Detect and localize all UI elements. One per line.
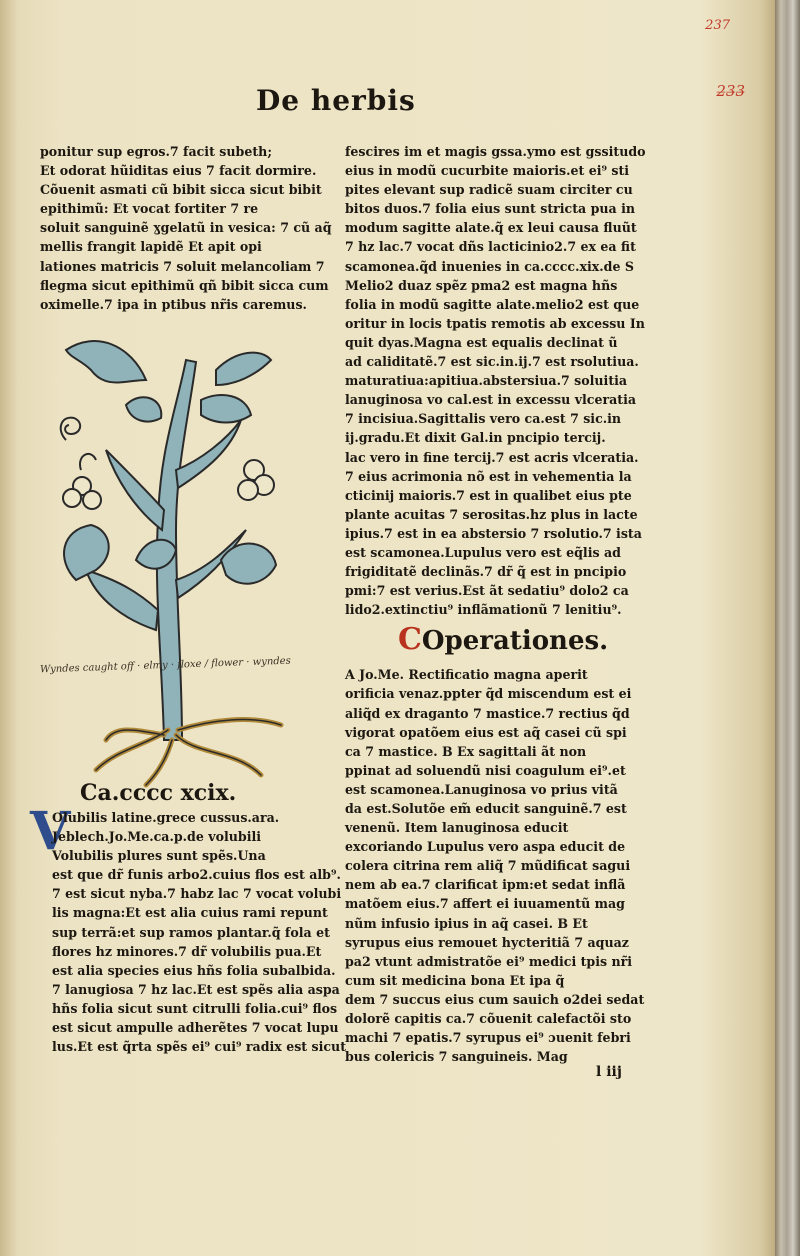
book-fore-edge <box>775 0 800 1256</box>
section-heading <box>398 622 608 657</box>
text-line: ipius.7 est in ea abstersio 7 rsolutio.7 ista <box>345 525 642 541</box>
decorated-initial-v: V <box>30 801 71 862</box>
text-line: Cõuenit asmati cũ bibit sicca sicut bibit <box>40 182 322 198</box>
text-line: Melio2 duaz spẽz pma2 est magna hñs <box>345 277 618 293</box>
text-line: excoriando Lupulus vero aspa educit de <box>345 839 626 855</box>
text-line: modum sagitte alate.q̃ ex leui causa fluũt <box>345 220 637 236</box>
text-line: vigorat opatõem eius est aq̃ casei cũ spi <box>345 724 627 740</box>
chapter-heading-text: Ca.cccc xcix. <box>80 780 237 806</box>
chapter-heading <box>80 780 236 806</box>
text-line: lac vero in fine tercij.7 est acris vlceratia. <box>345 449 639 465</box>
text-line: est scamonea.Lanuginosa vo prius vitã <box>345 781 618 797</box>
text-line: flegma sicut epithimũ qñ bibit sicca cum <box>40 277 329 293</box>
text-line: plante acuitas 7 serositas.hz plus in lacte <box>345 506 638 522</box>
text-line: venenũ. Item lanuginosa educit <box>345 820 569 836</box>
text-line: 7 lanugiosa 7 hz lac.Et est spẽs alia aspa <box>52 981 340 997</box>
text-line: bus colericis 7 sanguineis. Mag <box>345 1049 568 1065</box>
text-line: ponitur sup egros.7 facit subeth; <box>40 144 272 159</box>
text-line: orificia venaz.ppter q̃d miscendum est ei <box>345 686 632 702</box>
text-line: maturatiua:apitiua.abstersiua.7 soluitia <box>345 373 628 389</box>
text-line: nũm infusio ipius in aq̃ casei. B Et <box>345 915 588 931</box>
folio-correction: 2̶3̶3̶ <box>716 82 745 100</box>
text-line: 7 est sicut nyba.7 habz lac 7 vocat volubi <box>52 886 342 902</box>
text-line: sup terrã:et sup ramos plantar.q̃ fola et <box>52 924 330 940</box>
text-line: Olubilis latine.grece cussus.ara. <box>52 810 280 825</box>
signature-mark: l iij <box>596 1064 622 1080</box>
text-line: flores hz minores.7 dr̃ volubilis pua.Et <box>52 943 322 959</box>
text-line: ca 7 mastice. B Ex sagittali ãt non <box>345 743 587 759</box>
text-line: est sicut ampulle adherẽtes 7 vocat lupu <box>52 1020 339 1036</box>
text-line: 7 incisiua.Sagittalis vero ca.est 7 sic.in <box>345 411 622 427</box>
folio-number: 237 <box>705 18 730 33</box>
text-line: folia in modũ sagitte alate.melio2 est que <box>345 296 640 312</box>
text-line: colera citrina rem aliq̃ 7 mũdificat sagui <box>345 858 631 874</box>
text-line: machi 7 epatis.7 syrupus ei⁹ ɔuenit febri <box>345 1030 631 1046</box>
section-heading-text: Operationes. <box>421 626 609 656</box>
text-line: matõem eius.7 affert ei iuuamentũ mag <box>345 896 625 912</box>
text-line: dem 7 succus eius cum sauich o2dei sedat <box>345 991 645 1007</box>
text-line: bitos duos.7 folia eius sunt stricta pua in <box>345 201 636 217</box>
running-head: De herbis <box>256 84 416 117</box>
text-line: da est.Solutõe em̃ educit sanguinẽ.7 est <box>345 801 627 816</box>
text-line: est alia species eius hñs folia subalbida. <box>52 962 336 978</box>
text-line: hñs folia sicut sunt citrulli folia.cui⁹ flos <box>52 1000 338 1016</box>
text-line: mellis frangit lapidẽ Et apit opi <box>40 239 262 255</box>
left-column-bottom-text <box>52 808 347 1056</box>
text-line: 7 hz lac.7 vocat dñs lacticinio2.7 ex ea fit <box>345 239 636 255</box>
text-line: Volubilis plures sunt spẽs.Una <box>52 848 266 864</box>
text-line: est scamonea.Lupulus vero est eq̃lis ad <box>345 544 621 560</box>
text-line: A Jo.Me. Rectificatio magna aperit <box>345 667 588 683</box>
text-line: epithimũ: Et vocat fortiter 7 re <box>40 201 259 217</box>
text-line: eius in modũ cucurbite maioris.et ei⁹ sti <box>345 163 630 179</box>
text-line: pmi:7 est verius.Est ãt sedatiu⁹ dolo2 ca <box>345 583 629 599</box>
text-line: lationes matricis 7 soluit melancoliam 7 <box>40 258 325 274</box>
text-line: ad caliditatẽ.7 est sic.in.ij.7 est rsolutiua. <box>345 354 639 370</box>
text-line: Et odorat hũiditas eius 7 facit dormire. <box>40 163 317 179</box>
text-line: quit dyas.Magna est equalis declinat ũ <box>345 334 618 350</box>
text-line: lido2.extinctiu⁹ inflãmationũ 7 lenitiu⁹. <box>345 602 622 618</box>
text-line: soluit sanguinẽ ɣgelatũ in vesica: 7 cũ aq̃ <box>40 220 332 236</box>
text-line: aliq̃d ex draganto 7 mastice.7 rectius q̃d <box>345 705 630 721</box>
text-line: pa2 vtunt admistratõe ei⁹ medici tpis nr̃i <box>345 953 633 969</box>
text-line: pites elevant sup radicẽ suam circiter cu <box>345 182 633 198</box>
text-line: ij.gradu.Et dixit Gal.in pncipio tercij. <box>345 430 606 446</box>
right-column-text <box>345 142 645 1066</box>
text-line: 7 eius acrimonia nõ est in vehementia la <box>345 468 632 484</box>
text-line: scamonea.q̃d inuenies in ca.cccc.xix.de S <box>345 258 634 274</box>
text-line: lis magna:Et est alia cuius rami repunt <box>52 905 328 921</box>
rubric-mark: C <box>398 622 422 657</box>
text-line: ppinat ad soluendũ nisi coagulum ei⁹.et <box>345 762 626 778</box>
text-line: lanuginosa vo cal.est in excessu vlceratia <box>345 392 637 408</box>
text-line: cum sit medicina bona Et ipa q̃ <box>345 972 565 988</box>
text-line: cticinij maioris.7 est in qualibet eius pte <box>345 487 632 503</box>
text-line: fescires im et magis gssa.ymo est gssitudo <box>345 144 646 159</box>
text-line: nem ab ea.7 clarificat ipm:et sedat inflã <box>345 877 626 893</box>
text-line: lus.Et est q̃rta spẽs ei⁹ cui⁹ radix est sicut <box>52 1039 347 1055</box>
text-line: syrupus eius remouet hycteritiã 7 aquaz <box>345 934 629 950</box>
text-line: Jeblech.Jo.Me.ca.p.de volubili <box>52 829 262 845</box>
text-line: frigiditatẽ declinãs.7 dr̃ q̃ est in pncipio <box>345 564 627 580</box>
text-line: oximelle.7 ipa in ptibus nr̃is caremus. <box>40 296 307 312</box>
plant-woodcut-illustration <box>36 330 298 790</box>
left-column-top-text <box>40 142 332 314</box>
text-line: oritur in locis tpatis remotis ab excessu In <box>345 315 645 331</box>
marginal-handwritten-note: Wyndes caught off · elmy · floxe / flower · wyndes <box>39 655 291 676</box>
text-line: est que dr̃ funis arbo2.cuius flos est alb⁹. <box>52 867 341 883</box>
text-line: dolorẽ capitis ca.7 cõuenit calefactõi sto <box>345 1011 632 1027</box>
